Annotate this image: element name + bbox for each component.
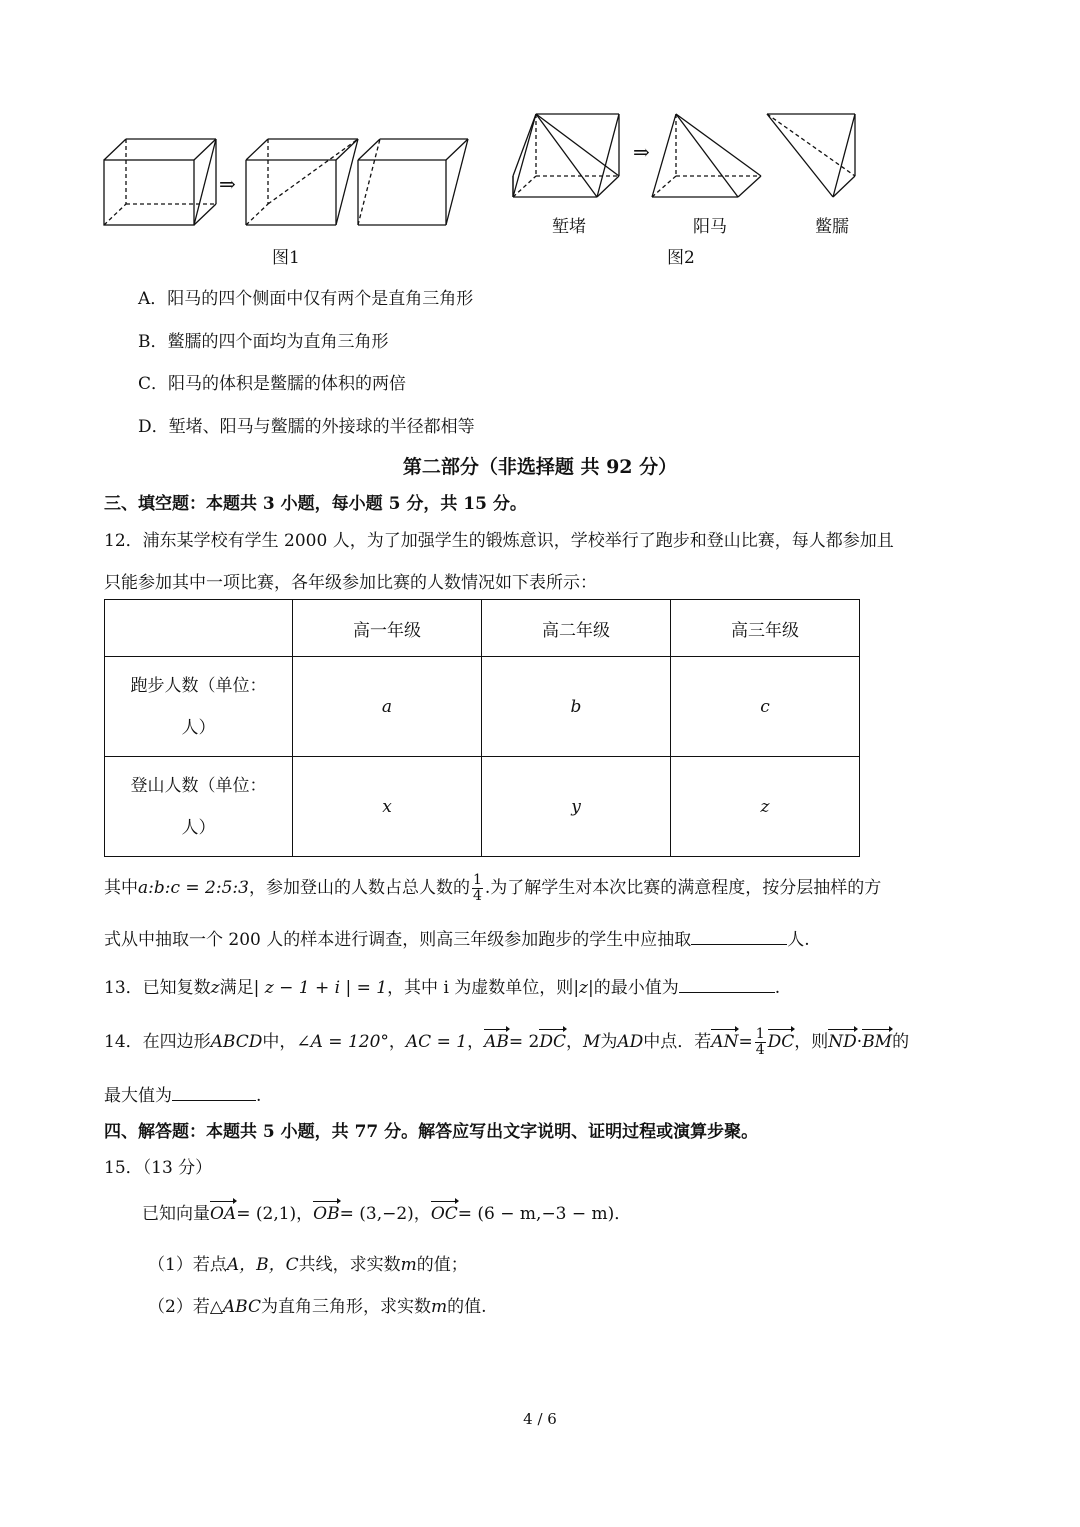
table-row (105, 657, 860, 757)
fig2-qiandu (513, 114, 619, 197)
q14-line2 (104, 1081, 261, 1106)
table-header-cell: 高三年级 (671, 600, 860, 657)
option-d: D．堑堵、阳马与鳖臑的外接球的半径都相等 (138, 417, 475, 437)
q13-text-c: ，其中 i 为虚数单位，则 (387, 978, 574, 998)
q15-sub2-a: （2）若△ (148, 1297, 223, 1317)
q15-oa-value: = (2,1)， (236, 1204, 314, 1224)
fraction-denominator: 4 (755, 1042, 765, 1058)
table-cell: c (671, 657, 860, 757)
q14-eq2: = (738, 1032, 753, 1052)
q15-sub2 (148, 1292, 487, 1317)
q15-head: 15．（13 分） (104, 1158, 213, 1178)
option-a: A．阳马的四个侧面中仅有两个是直角三角形 (138, 289, 474, 309)
q13 (104, 973, 780, 998)
table-header-row (105, 600, 860, 657)
q14-line2-text: 最大值为 (104, 1086, 172, 1106)
q13-expr: | z − 1 + i | = 1 (253, 978, 388, 998)
q15-intro (142, 1199, 631, 1224)
q13-end: . (774, 978, 781, 998)
fig1-prism-cut-right (358, 139, 468, 225)
q12-line2: 只能参加其中一项比赛，各年级参加比赛的人数情况如下表所示： (104, 573, 597, 593)
q15-sub2-c: 的值. (447, 1297, 487, 1317)
vector-an: AN (711, 1028, 738, 1052)
vector-bm: BM (862, 1028, 892, 1052)
label-bienao: 鳖臑 (815, 217, 849, 237)
option-c: C．阳马的体积是鳖臑的体积的两倍 (138, 374, 407, 394)
q12-ratio: a:b:c = 2:5:3 (138, 878, 249, 898)
q14-text-e: ， (565, 1032, 583, 1052)
vector-ob: OB (313, 1200, 339, 1224)
q13-absz: |z| (573, 978, 594, 998)
vector-dc: DC (768, 1028, 795, 1052)
q15-sub2-b: 为直角三角形，求实数 (260, 1297, 431, 1317)
q14-ad: AD (617, 1032, 644, 1052)
table-cell: x (293, 757, 482, 857)
q12-line1: 12．浦东某学校有学生 2000 人，为了加强学生的锻炼意识，学校举行了跑步和登山比赛，每人都参加且 (104, 531, 894, 551)
q15-sub1-a: （1）若点 (148, 1255, 227, 1275)
q15-sub1-points: A，B，C (226, 1255, 299, 1275)
vector-dc: DC (539, 1028, 566, 1052)
table-header-cell: 高二年级 (482, 600, 671, 657)
figure-drawings (0, 0, 1080, 270)
q12-line4-text: 式从中抽取一个 200 人的样本进行调查，则高三年级参加跑步的学生中应抽取 (104, 930, 692, 950)
q14-text-b: 中， (262, 1032, 297, 1052)
fraction-numerator: 1 (755, 1026, 765, 1042)
vector-nd: ND (828, 1028, 857, 1052)
vector-ab: AB (484, 1028, 509, 1052)
fig2-caption: 图2 (667, 248, 695, 268)
q15-oc-value: = (6 − m,−3 − m)． (457, 1204, 632, 1224)
row-label-line2: 人） (181, 717, 216, 738)
row-label (105, 657, 293, 757)
table-header-cell (105, 600, 293, 657)
q15-sub1-c: 的值； (416, 1255, 468, 1275)
table-row (105, 757, 860, 857)
q14-text-h: ，则 (794, 1032, 829, 1052)
option-b: B．鳖臑的四个面均为直角三角形 (138, 332, 389, 352)
table-cell: z (671, 757, 860, 857)
q12-line3-c: .为了解学生对本次比赛的满意程度，按分层抽样的方 (484, 878, 882, 898)
table-cell: a (293, 657, 482, 757)
vector-oa: OA (210, 1200, 236, 1224)
q12-line4 (104, 925, 810, 950)
row-label (105, 757, 293, 857)
fraction-denominator: 4 (472, 888, 482, 904)
fig1-caption: 图1 (272, 248, 300, 268)
q14-text-a: 14．在四边形 (104, 1032, 211, 1052)
q12-line3-b: ，参加登山的人数占总人数的 (248, 878, 470, 898)
q15-intro-text: 已知向量 (142, 1204, 210, 1224)
q14-text-c: ， (388, 1032, 406, 1052)
section4-head: 四、解答题：本题共 5 小题，共 77 分。解答应写出文字说明、证明过程或演算步聚。 (104, 1122, 759, 1142)
part2-title: 第二部分（非选择题 共 92 分） (402, 456, 678, 478)
row-label-line2: 人） (181, 817, 216, 838)
answer-blank[interactable] (691, 928, 787, 945)
fig1-arrow: ⇒ (219, 172, 236, 196)
q12-table (104, 599, 860, 857)
q14-text-d: ， (467, 1032, 485, 1052)
q14-quad: ABCD (210, 1032, 263, 1052)
page-number: 4 / 6 (523, 1410, 557, 1428)
fraction-numerator: 1 (472, 872, 482, 888)
q12-line4-end: 人. (787, 930, 810, 950)
q14-angle: ∠A = 120° (296, 1032, 389, 1052)
label-qiandu: 堑堵 (552, 217, 586, 237)
fig1-prism-cut-left (246, 139, 358, 225)
q12-fraction (472, 873, 483, 904)
q14-fraction (755, 1027, 766, 1058)
q14-end: . (256, 1086, 262, 1106)
answer-blank[interactable] (172, 1084, 256, 1101)
table-cell: b (482, 657, 671, 757)
q14-text-g: 中点．若 (643, 1032, 712, 1052)
table-header-cell: 高一年级 (293, 600, 482, 657)
q12-line3 (104, 873, 881, 904)
fig2-arrow: ⇒ (633, 140, 650, 164)
fig2-yangma (652, 114, 761, 197)
q14-m: M (582, 1032, 601, 1052)
answer-blank[interactable] (679, 976, 775, 993)
q14-text-i: 的 (892, 1032, 910, 1052)
q14-line1 (104, 1027, 909, 1058)
vector-oc: OC (431, 1200, 458, 1224)
table-cell: y (482, 757, 671, 857)
row-label-line1: 登山人数（单位： (130, 775, 267, 796)
q13-text-a: 13．已知复数 (104, 978, 211, 998)
fig2-bienao (767, 114, 855, 197)
q14-eq1: = 2 (508, 1032, 540, 1052)
q15-sub2-m: m (430, 1297, 448, 1317)
q15-ob-value: = (3,−2)， (339, 1204, 431, 1224)
section3-head: 三、填空题：本题共 3 小题，每小题 5 分，共 15 分。 (104, 494, 527, 514)
q15-sub1-m: m (400, 1255, 417, 1275)
q14-ac: AC = 1 (405, 1032, 468, 1052)
q13-z: z (210, 978, 220, 998)
fig1-prism (104, 139, 216, 225)
q13-text-d: 的最小值为 (593, 978, 679, 998)
q15-sub1-b: 共线，求实数 (298, 1255, 401, 1275)
q15-sub2-abc: ABC (222, 1297, 261, 1317)
q15-sub1 (148, 1250, 468, 1275)
q13-text-b: 满足 (219, 978, 254, 998)
label-yangma: 阳马 (693, 217, 727, 237)
q14-dot: · (856, 1032, 863, 1052)
q12-line3-a: 其中 (104, 878, 138, 898)
q14-text-f: 为 (600, 1032, 618, 1052)
row-label-line1: 跑步人数（单位： (130, 675, 267, 696)
